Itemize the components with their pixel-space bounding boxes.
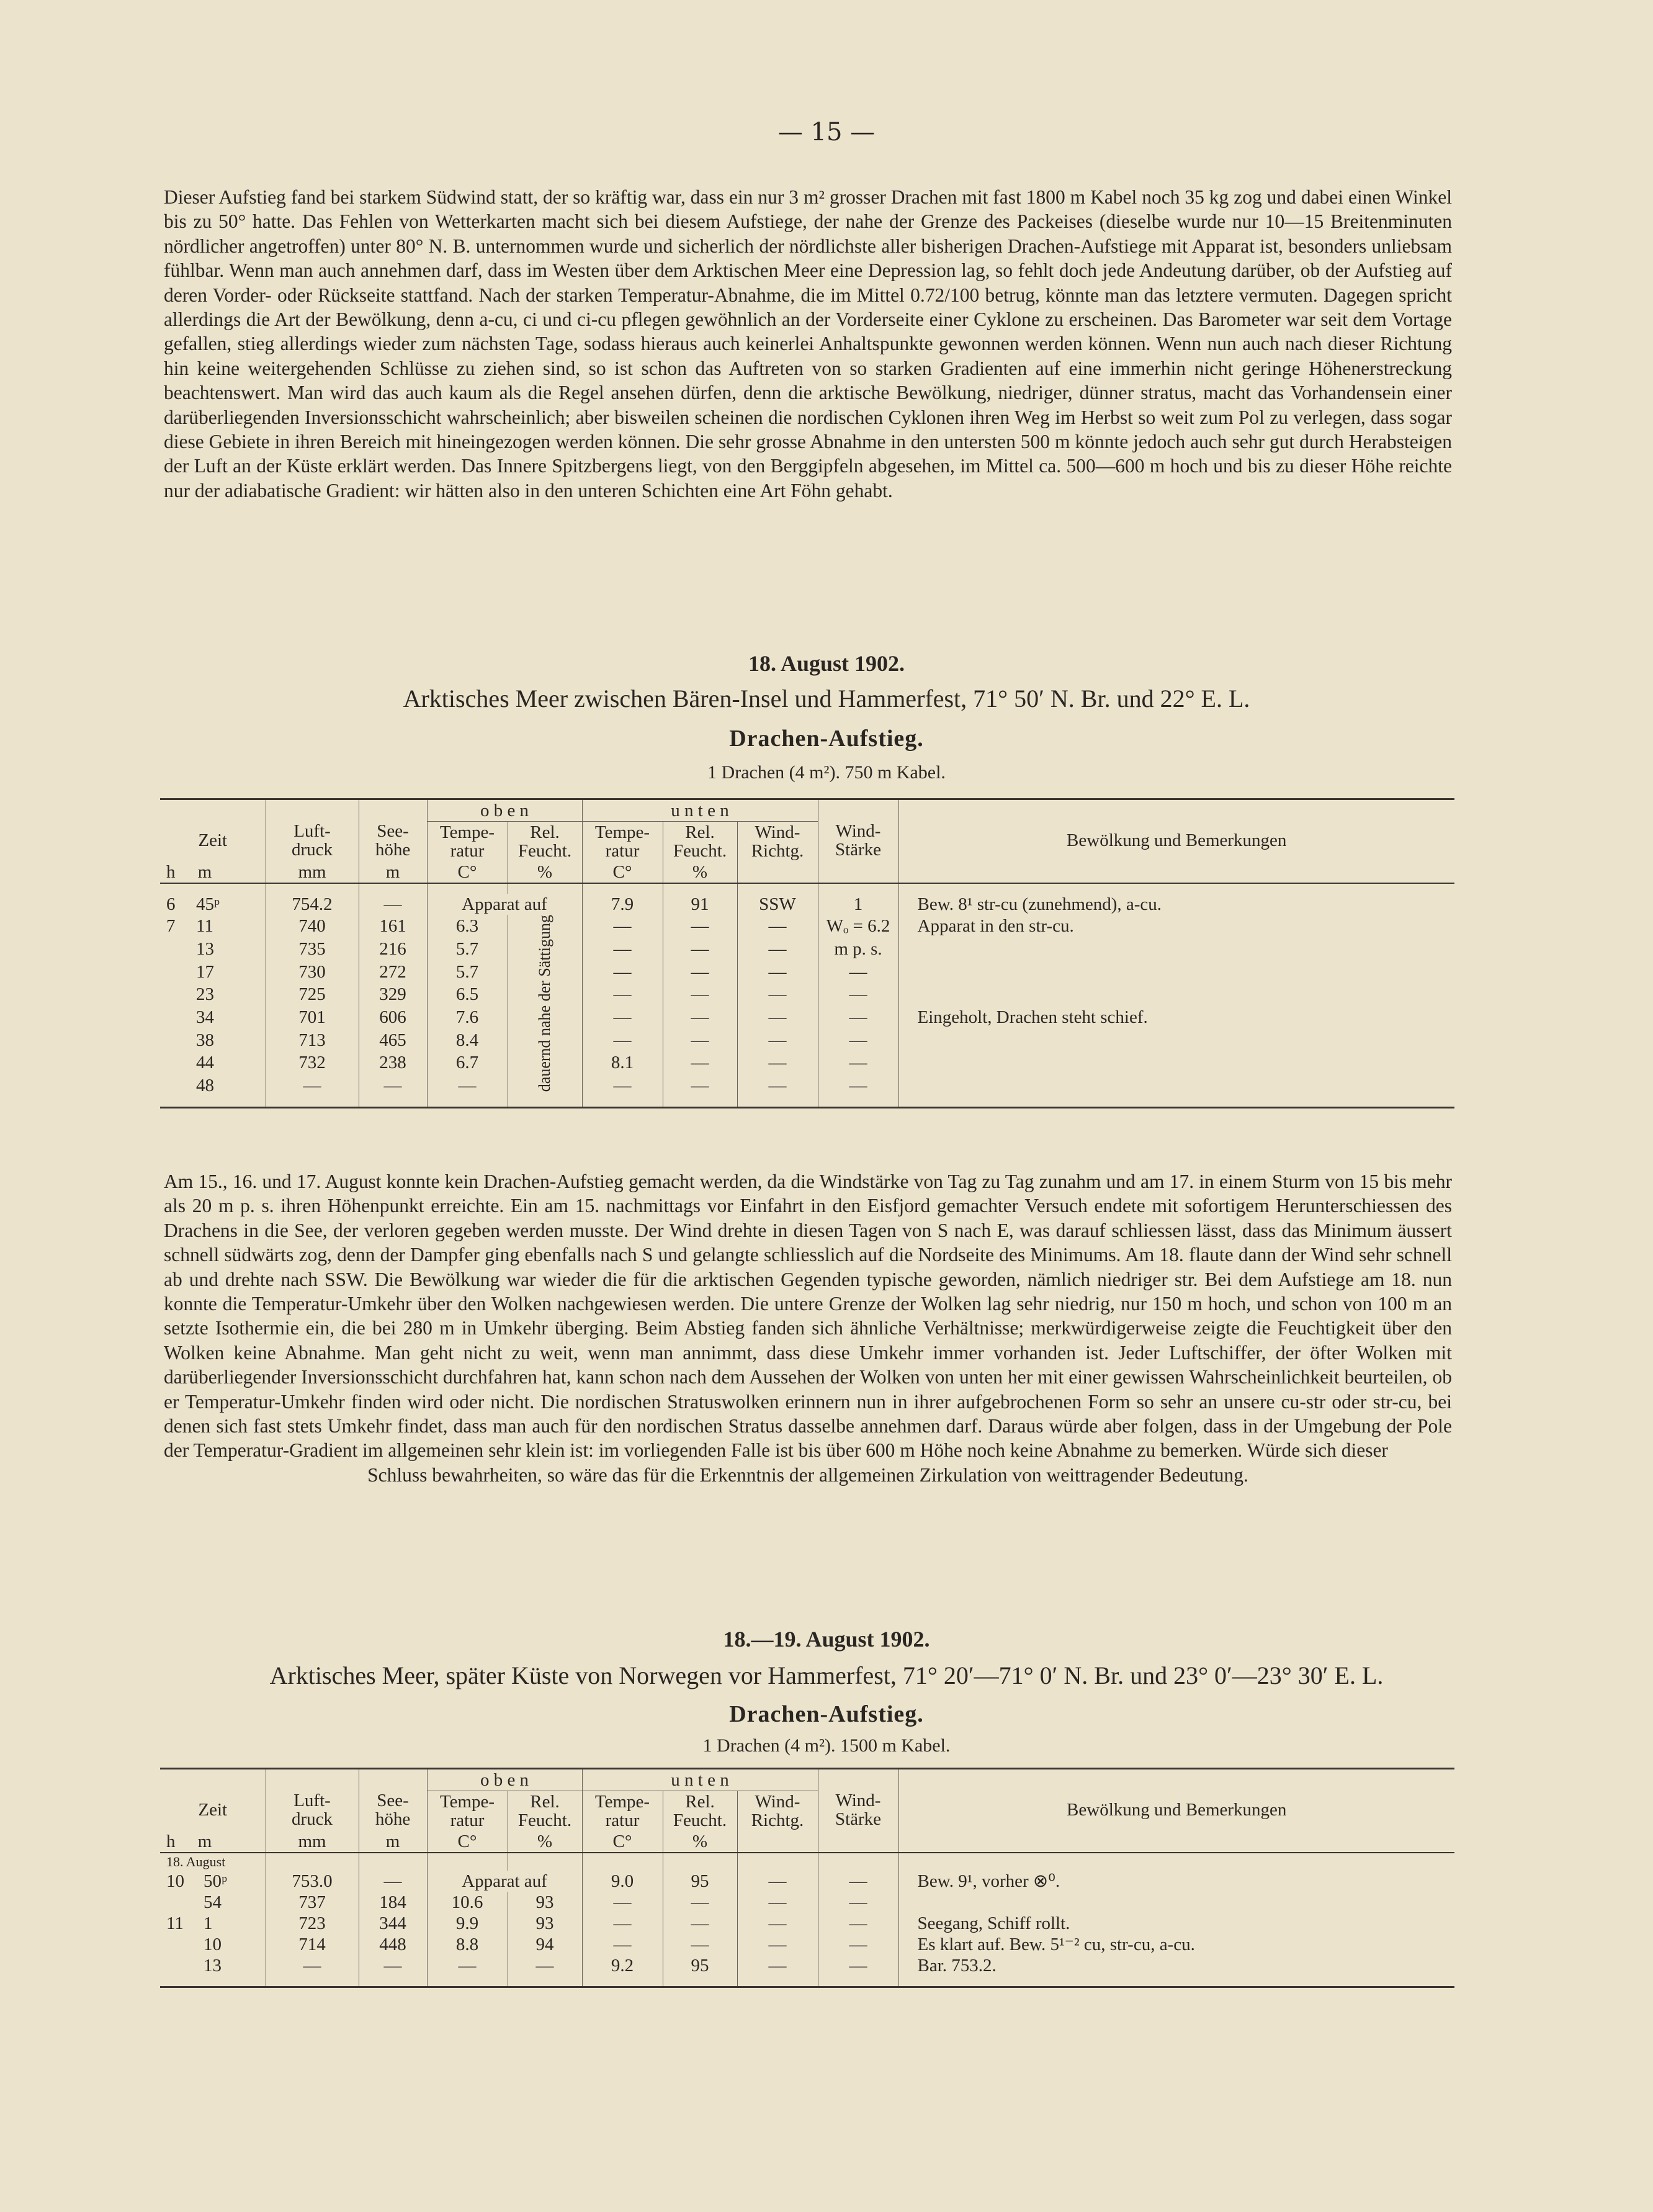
ascent1-location: Arktisches Meer zwischen Bären-Insel und Hammerfest, 71° 50′ N. Br. und 22° E. L. (403, 685, 1250, 713)
temp-unten-cell: — (582, 1892, 663, 1913)
time-cell (160, 894, 266, 915)
windrichtung-cell: — (768, 1892, 787, 1912)
minute: 13 (204, 1956, 222, 1976)
windstaerke-cell: — (818, 1028, 898, 1051)
windrichtung-cell: — (768, 1053, 787, 1073)
temp-unten-cell: — (582, 1913, 663, 1934)
table-row (160, 1892, 1454, 1913)
windstaerke-cell: — (818, 1074, 898, 1097)
minute: 44 (196, 1053, 214, 1073)
windstaerke-cell: 1 (818, 894, 898, 915)
seehoehe-cell: 344 (359, 1913, 427, 1934)
col-seehoehe: See- höhe (359, 799, 427, 862)
intro-paragraph: Dieser Aufstieg fand bei starkem Südwind statt, der so kräftig war, dass ein nur 3 m² grosser Drachen mit fast 1800 m Kabel noch 35 kg zog und dabei einen Winkel bis zu 50° hatte. Das Fehlen von Wetterkarten macht sich bei diesem Aufstiege, der nahe der Grenze des Packeises (dieselbe wurde nur 10—15 Breitenminuten nördlicher angetroffen) unter 80° N. B. unternommen wurde und sicherlich der nördlichste aller bisherigen Drachen-Aufstiege mit Apparat ist, besonders unliebsam fühlbar. Wenn man auch annehmen darf, dass im Westen über dem Arktischen Meer eine Depression lag, so fehlt doch jede Andeutung darüber, ob der Aufstieg auf deren Vorder- oder Rückseite stattfand. Nach der starken Temperatur-Abnahme, die im Mittel 0.72/100 betrug, könnte man das letztere vermuten. Dagegen spricht allerdings die Art der Bewölkung, denn a-cu, ci und ci-cu pflegen gewöhnlich an der Vorderseite einer Cyklone zu erscheinen. Das Barometer war seit dem Vortage gefallen, stieg allerdings wieder zum nächsten Tage, sodass hieraus auch keinerlei Anhaltspunkte gewonnen werden können. Wenn nun auch nach dieser Richtung hin keine weitergehenden Schlüsse zu ziehen sind, so ist schon das Auftreten von so starken Gradienten auf eine immerhin nicht geringe Höhenerstreckung beachtenswert. Man wird das auch kaum als die Regel ansehen dürfen, denn die arktische Bewölkung, niedriger, dünner stratus, macht das Vorhandensein einer darüberliegenden Inversionsschicht wahrscheinlich; aber bisweilen scheinen die nordischen Cyklonen ihren Weg im Herbst so weit zum Pol zu verlegen, dass sogar diese Gebiete in ihren Bereich mit hineingezogen werden können. Die sehr grosse Abnahme in den untersten 500 m könnte jedoch auch sehr gut durch Herabsteigen der Luft an der Küste erklärt werden. Das Innere Spitzbergens liegt, von den Berggipfeln abgesehen, im Mittel ca. 500—600 m hoch und bis zu dieser Höhe reichte nur der adiabatische Gradient: wir hätten also in den unteren Schichten eine Art Föhn gehabt. (164, 186, 1452, 501)
ascent2-location: Arktisches Meer, später Küste von Norwegen vor Hammerfest, 71° 20′—71° 0′ N. Br. und 23° 0′—23° 30′ E. L. (269, 1661, 1384, 1689)
bemerkung-cell (898, 1074, 1454, 1097)
windrichtung-cell: SSW (759, 894, 796, 914)
minute: 34 (196, 1007, 214, 1027)
bemerkung-cell: Eingeholt, Drachen steht schief. (917, 1007, 1148, 1027)
luftdruck-cell: — (266, 1074, 359, 1097)
windstaerke-cell: — (818, 960, 898, 983)
luftdruck-cell: 714 (266, 1934, 359, 1955)
header-oben: o b e n (427, 799, 582, 822)
windrichtung-cell: — (768, 1007, 787, 1027)
time-cell (160, 983, 266, 1006)
luftdruck-cell: 732 (266, 1051, 359, 1074)
temp-oben-cell: — (427, 1955, 508, 1976)
rel-oben-cell: 93 (508, 1913, 582, 1934)
seehoehe-cell: 184 (359, 1892, 427, 1913)
time-cell (160, 1028, 266, 1051)
col-luftdruck: Luft- druck (266, 799, 359, 862)
temp-unten-cell: — (582, 983, 663, 1006)
table-row (160, 1006, 1454, 1029)
windrichtung-cell: — (768, 1871, 787, 1891)
header-unten: u n t e n (582, 1769, 818, 1791)
windstaerke-cell: — (818, 1892, 898, 1913)
minute: 17 (196, 961, 214, 982)
luftdruck-cell: — (266, 1955, 359, 1976)
minute: 23 (196, 984, 214, 1005)
seehoehe-cell: — (359, 1871, 427, 1892)
seehoehe-cell: 329 (359, 983, 427, 1006)
ascent1-table (160, 798, 1454, 1108)
time-cell (160, 1051, 266, 1074)
windrichtung-cell: — (768, 916, 787, 937)
seehoehe-cell: 216 (359, 938, 427, 961)
windrichtung-cell: — (768, 984, 787, 1005)
temp-oben-cell: 5.7 (427, 960, 508, 983)
temp-oben-cell: 7.6 (427, 1006, 508, 1029)
time-cell (160, 1934, 266, 1955)
windstaerke-cell: m p. s. (818, 938, 898, 961)
time-cell (160, 1006, 266, 1029)
luftdruck-cell: 723 (266, 1913, 359, 1934)
windstaerke-cell: — (818, 1051, 898, 1074)
rel-unten-cell: — (663, 960, 737, 983)
unit-m: m (359, 1831, 427, 1853)
col-seehoehe: See- höhe (359, 1769, 427, 1832)
minute: 54 (204, 1892, 222, 1912)
time-cell (160, 1892, 266, 1913)
rel-unten-cell: — (663, 1028, 737, 1051)
col-zeit: Zeit (160, 1769, 266, 1832)
windstaerke-cell: — (818, 1006, 898, 1029)
table-row (160, 1913, 1454, 1934)
ascent2-title: Drachen-Aufstieg. (729, 1701, 924, 1727)
temp-oben-cell: 5.7 (427, 938, 508, 961)
temp-unten-cell: — (582, 1006, 663, 1029)
table-row (160, 1934, 1454, 1955)
windstaerke-cell: Wₒ = 6.2 (818, 915, 898, 938)
temp-unten-cell: — (582, 1028, 663, 1051)
seehoehe-cell: — (359, 1955, 427, 1976)
luftdruck-cell: 725 (266, 983, 359, 1006)
bemerkung-cell (898, 938, 1454, 961)
col-temp-unten: Tempe- ratur (582, 1791, 663, 1832)
bemerkung-cell (898, 1892, 1454, 1913)
seehoehe-cell: 606 (359, 1006, 427, 1029)
temp-unten-cell: 9.2 (582, 1955, 663, 1976)
time-cell (160, 915, 266, 938)
windstaerke-cell: — (818, 1913, 898, 1934)
bemerkung-cell: Bew. 8¹ str-cu (zunehmend), a-cu. (917, 894, 1162, 914)
luftdruck-cell: 701 (266, 1006, 359, 1029)
table-row (160, 1028, 1454, 1051)
rel-oben-cell: — (508, 1955, 582, 1976)
seehoehe-cell: 238 (359, 1051, 427, 1074)
rel-unten-cell: 91 (663, 894, 737, 915)
temp-unten-cell: — (582, 1934, 663, 1955)
day-label: 18. August (160, 1853, 266, 1871)
rel-unten-cell: — (663, 1006, 737, 1029)
table-row (160, 1871, 1454, 1892)
luftdruck-cell: 753.0 (266, 1871, 359, 1892)
unit-c-oben: C° (427, 861, 508, 883)
luftdruck-cell: 713 (266, 1028, 359, 1051)
col-rel-unten: Rel. Feucht. (663, 822, 737, 862)
temp-unten-cell: — (582, 915, 663, 938)
bemerkung-cell: Apparat in den str-cu. (917, 916, 1074, 937)
time-cell (160, 960, 266, 983)
col-temp-unten: Tempe- ratur (582, 822, 663, 862)
temp-oben-cell: 10.6 (427, 1892, 508, 1913)
minute: 38 (196, 1030, 214, 1050)
windstaerke-cell: — (818, 1955, 898, 1976)
bemerkung-cell: Bew. 9¹, vorher ⊗⁰. (917, 1871, 1060, 1891)
hour: 7 (166, 916, 176, 937)
minute: 45ᵖ (196, 894, 220, 914)
rel-oben-cell: 93 (508, 1892, 582, 1913)
ascent2-kite-info: 1 Drachen (4 m²). 1500 m Kabel. (702, 1735, 951, 1756)
windrichtung-cell: — (768, 1030, 787, 1050)
col-temp-oben: Tempe- ratur (427, 1791, 508, 1832)
temp-oben-cell: 8.4 (427, 1028, 508, 1051)
ascent2-date: 18.—19. August 1902. (723, 1627, 930, 1652)
rel-unten-cell: — (663, 1913, 737, 1934)
minute: 48 (196, 1075, 214, 1095)
bemerkung-cell: Es klart auf. Bew. 5¹⁻² cu, str-cu, a-cu. (917, 1935, 1195, 1954)
hour: 10 (166, 1871, 184, 1891)
page-number: — 15 — (777, 118, 876, 146)
rel-unten-cell: — (663, 915, 737, 938)
windrichtung-cell: — (768, 1935, 787, 1954)
windrichtung-cell: — (768, 1913, 787, 1933)
bemerkung-cell (898, 1051, 1454, 1074)
ascent1-kite-info: 1 Drachen (4 m²). 750 m Kabel. (707, 762, 946, 783)
temp-unten-cell: 9.0 (582, 1871, 663, 1892)
rel-unten-cell: — (663, 983, 737, 1006)
time-cell (160, 1074, 266, 1097)
unit-c-unten: C° (582, 861, 663, 883)
windrichtung-cell: — (768, 938, 787, 959)
unit-pct-oben: % (508, 1831, 582, 1853)
middle-paragraph (164, 1169, 1452, 1487)
seehoehe-cell: — (359, 894, 427, 915)
temp-oben-cell: 6.7 (427, 1051, 508, 1074)
unit-c-oben: C° (427, 1831, 508, 1853)
col-rel-oben: Rel. Feucht. (508, 1791, 582, 1832)
windstaerke-cell: — (818, 1934, 898, 1955)
time-cell (160, 1913, 266, 1934)
seehoehe-cell: 465 (359, 1028, 427, 1051)
luftdruck-cell: 754.2 (266, 894, 359, 915)
table-row (160, 1051, 1454, 1074)
table-row (160, 960, 1454, 983)
bemerkung-cell (898, 1028, 1454, 1051)
temp-oben-cell: 6.5 (427, 983, 508, 1006)
ascent1-date: 18. August 1902. (748, 651, 905, 676)
luftdruck-cell: 735 (266, 938, 359, 961)
temp-oben-cell: 9.9 (427, 1913, 508, 1934)
rel-unten-cell: — (663, 1892, 737, 1913)
saturation-note: dauernd nahe der Sättigung (535, 915, 553, 1092)
hour: 11 (166, 1913, 184, 1933)
rel-unten-cell: 95 (663, 1955, 737, 1976)
table-row (160, 983, 1454, 1006)
luftdruck-cell: 737 (266, 1892, 359, 1913)
apparat-auf: Apparat auf (427, 894, 582, 915)
day-label-row (160, 1853, 1454, 1871)
minute: 1 (204, 1913, 213, 1933)
col-bemerkungen: Bewölkung und Bemerkungen (1067, 830, 1287, 850)
windrichtung-cell: — (768, 1075, 787, 1095)
bemerkung-cell: Seegang, Schiff rollt. (917, 1913, 1070, 1933)
col-windstaerke: Wind- Stärke (818, 799, 898, 862)
unit-hm: h m (160, 861, 266, 883)
windrichtung-cell: — (768, 1956, 787, 1976)
temp-unten-cell: — (582, 960, 663, 983)
minute: 11 (196, 916, 213, 937)
seehoehe-cell: 272 (359, 960, 427, 983)
time-cell (160, 938, 266, 961)
ascent2-table (160, 1768, 1454, 1988)
rel-unten-cell: — (663, 1051, 737, 1074)
col-windrichtung: Wind- Richtg. (751, 822, 804, 861)
col-rel-unten: Rel. Feucht. (663, 1791, 737, 1832)
bemerkung-cell (898, 983, 1454, 1006)
unit-mm: mm (266, 1831, 359, 1853)
bemerkung-cell (898, 960, 1454, 983)
col-luftdruck: Luft- druck (266, 1769, 359, 1832)
rel-unten-cell: — (663, 1934, 737, 1955)
windrichtung-cell: — (768, 961, 787, 982)
apparat-auf: Apparat auf (427, 1871, 582, 1892)
col-bemerkungen: Bewölkung und Bemerkungen (1067, 1799, 1287, 1820)
rel-oben-cell: 94 (508, 1934, 582, 1955)
header-oben: o b e n (427, 1769, 582, 1791)
temp-oben-cell: 6.3 (427, 915, 508, 938)
temp-oben-cell: — (427, 1074, 508, 1097)
table-row (160, 1955, 1454, 1976)
seehoehe-cell: — (359, 1074, 427, 1097)
bemerkung-cell: Bar. 753.2. (917, 1956, 997, 1976)
unit-c-unten: C° (582, 1831, 663, 1853)
col-temp-oben: Tempe- ratur (427, 822, 508, 862)
table-row (160, 915, 1454, 938)
rel-unten-cell: 95 (663, 1871, 737, 1892)
middle-paragraph-text: Am 15., 16. und 17. August konnte kein Drachen-Aufstieg gemacht werden, da die Windstärke von Tag zu Tag zunahm und am 17. in einem Sturm von 15 bis mehr als 20 m p. s. ihren Höhenpunkt erreichte. Ein am 15. nachmittags vor Einfahrt in den Eisfjord gemachter Versuch endete mit sofortigem Herunterschiessen des Drachens in die See, der verloren gegeben werden musste. Der Wind drehte in diesen Tagen von S nach E, was darauf schliessen lässt, dass das Minimum äussert schnell südwärts zog, denn der Dampfer ging ebenfalls nach S und gelangte schliesslich auf die Nordseite des Minimums. Am 18. flaute dann der Wind sehr schnell ab und drehte nach SSW. Die Bewölkung war wieder die für die arktischen Gegenden typische geworden, nämlich niedriger str. Bei dem Aufstiege am 18. nun konnte die Temperatur-Umkehr über den Wolken nachgewiesen werden. Die untere Grenze der Wolken lag sehr niedrig, nur 150 m hoch, und schon von 100 m an setzte Isothermie ein, die bei 280 m in Umkehr überging. Beim Abstieg fanden sich ähnliche Verhältnisse; merkwürdigerweise zeigte die Feuchtigkeit über den Wolken keine Abnahme. Man geht nicht zu weit, wenn man annimmt, dass diese Umkehr immer vorhanden ist. Jeder Luftschiffer, der öfter Wolken mit darüberliegender Inversionsschicht durchfahren hat, kann schon nach dem Aussehen der Wolken von unten her mit einer gewissen Wahrscheinlichkeit beurteilen, ob er Temperatur-Umkehr finden wird oder nicht. Die nordischen Stratuswolken erinnern nun in ihrer aufgebrochenen Form so sehr an unsere cu-str oder str-cu, bei denen sich fast stets Umkehr findet, dass man auch für den nordischen Stratus dasselbe annehmen darf. Daraus würde aber folgen, dass in der Umgebung der Pole der Temperatur-Gradient im allgemeinen sehr klein ist: im vorliegenden Falle ist bis über 600 m Höhe noch keine Abnahme zu bemerken. Würde sich dieser (164, 1171, 1452, 1462)
seehoehe-cell: 448 (359, 1934, 427, 1955)
ascent1-title: Drachen-Aufstieg. (729, 726, 924, 752)
temp-unten-cell: 7.9 (582, 894, 663, 915)
windstaerke-cell: — (818, 983, 898, 1006)
col-zeit: Zeit (160, 799, 266, 862)
luftdruck-cell: 740 (266, 915, 359, 938)
temp-unten-cell: — (582, 1074, 663, 1097)
rel-unten-cell: — (663, 1074, 737, 1097)
minute: 13 (196, 938, 214, 959)
table-row (160, 894, 1454, 915)
col-windstaerke: Wind- Stärke (818, 1769, 898, 1832)
rel-unten-cell: — (663, 938, 737, 961)
unit-pct-unten: % (663, 861, 737, 883)
minute: 10 (204, 1935, 222, 1954)
hour: 6 (166, 894, 176, 914)
seehoehe-cell: 161 (359, 915, 427, 938)
unit-pct-oben: % (508, 861, 582, 883)
table-row (160, 1074, 1454, 1097)
time-cell (160, 1871, 266, 1892)
temp-oben-cell: 8.8 (427, 1934, 508, 1955)
unit-m: m (359, 861, 427, 883)
temp-unten-cell: 8.1 (582, 1051, 663, 1074)
rel-oben-note (508, 915, 582, 1097)
luftdruck-cell: 730 (266, 960, 359, 983)
windstaerke-cell: — (818, 1871, 898, 1892)
temp-unten-cell: — (582, 938, 663, 961)
minute: 50ᵖ (204, 1871, 228, 1891)
table-row (160, 938, 1454, 961)
time-cell (160, 1955, 266, 1976)
col-rel-oben: Rel. Feucht. (508, 822, 582, 862)
header-unten: u n t e n (582, 799, 818, 822)
unit-hm: h m (160, 1831, 266, 1853)
unit-pct-unten: % (663, 1831, 737, 1853)
middle-paragraph-last-line: Schluss bewahrheiten, so wäre das für die Erkenntnis der allgemeinen Zirkulation von weittragender Bedeutung. (367, 1463, 1248, 1486)
col-windrichtung: Wind- Richtg. (751, 1792, 804, 1830)
unit-mm: mm (266, 861, 359, 883)
